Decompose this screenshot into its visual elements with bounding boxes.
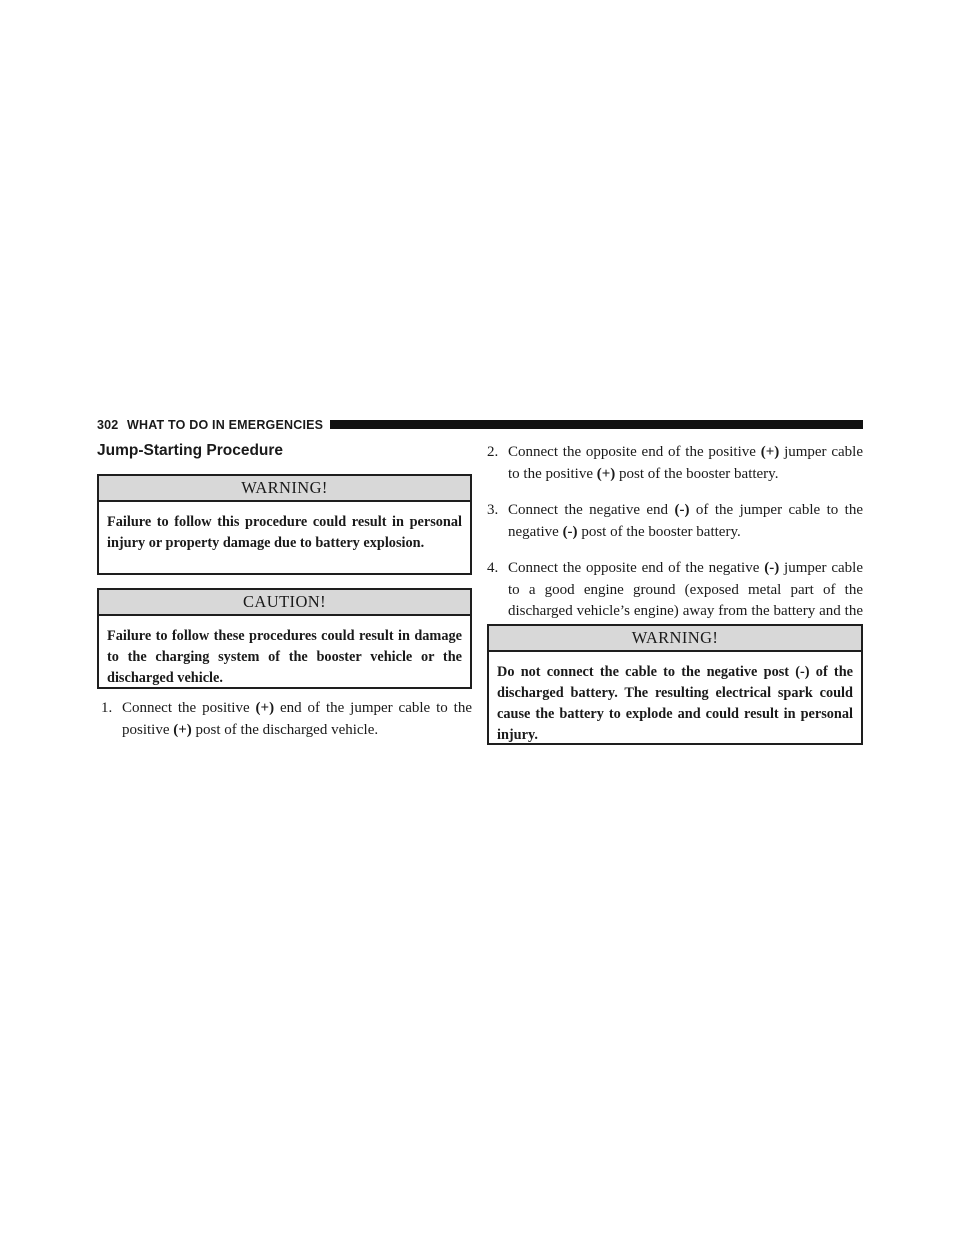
step-number: 2.	[487, 444, 499, 460]
step-number: 4.	[487, 560, 499, 576]
warning-box	[487, 624, 863, 745]
step-text: Connect the opposite end of the negative (-) jumper cable to a good engine ground (exposed metal part of the discharged vehicle’s engine) away from the battery and the	[508, 560, 863, 619]
section-title: Jump-Starting Procedure	[97, 442, 284, 459]
warning-box	[97, 474, 472, 575]
section-name: WHAT TO DO IN EMERGENCIES	[127, 418, 324, 432]
header-rule	[330, 420, 863, 429]
step-item	[487, 442, 863, 485]
step-item	[487, 500, 863, 543]
warning-text: Failure to follow this procedure could result in personal injury or property damage due to battery explosion.	[107, 514, 462, 551]
step-text: Connect the positive (+) end of the jumper cable to the positive (+) post of the discharged vehicle.	[122, 700, 472, 738]
warning-heading: WARNING!	[489, 626, 861, 652]
caution-heading: CAUTION!	[99, 590, 470, 616]
page-number: 302	[97, 418, 119, 432]
warning-text: Do not connect the cable to the negative post (-) of the discharged battery. The resulting electrical spark could cause the battery to explode and could result in personal injury.	[497, 664, 853, 743]
caution-text: Failure to follow these procedures could result in damage to the charging system of the booster vehicle or the discharged vehicle.	[107, 628, 462, 686]
step-text: Connect the opposite end of the positive (+) jumper cable to the positive (+) post of the booster battery.	[508, 444, 863, 482]
step-number: 1.	[101, 700, 113, 716]
step-text: Connect the negative end (-) of the jumper cable to the negative (-) post of the booster battery.	[508, 502, 864, 540]
running-header	[97, 418, 863, 432]
warning-heading: WARNING!	[99, 476, 470, 502]
step-number: 3.	[487, 502, 499, 518]
caution-box	[97, 588, 472, 689]
step-item	[101, 698, 472, 741]
